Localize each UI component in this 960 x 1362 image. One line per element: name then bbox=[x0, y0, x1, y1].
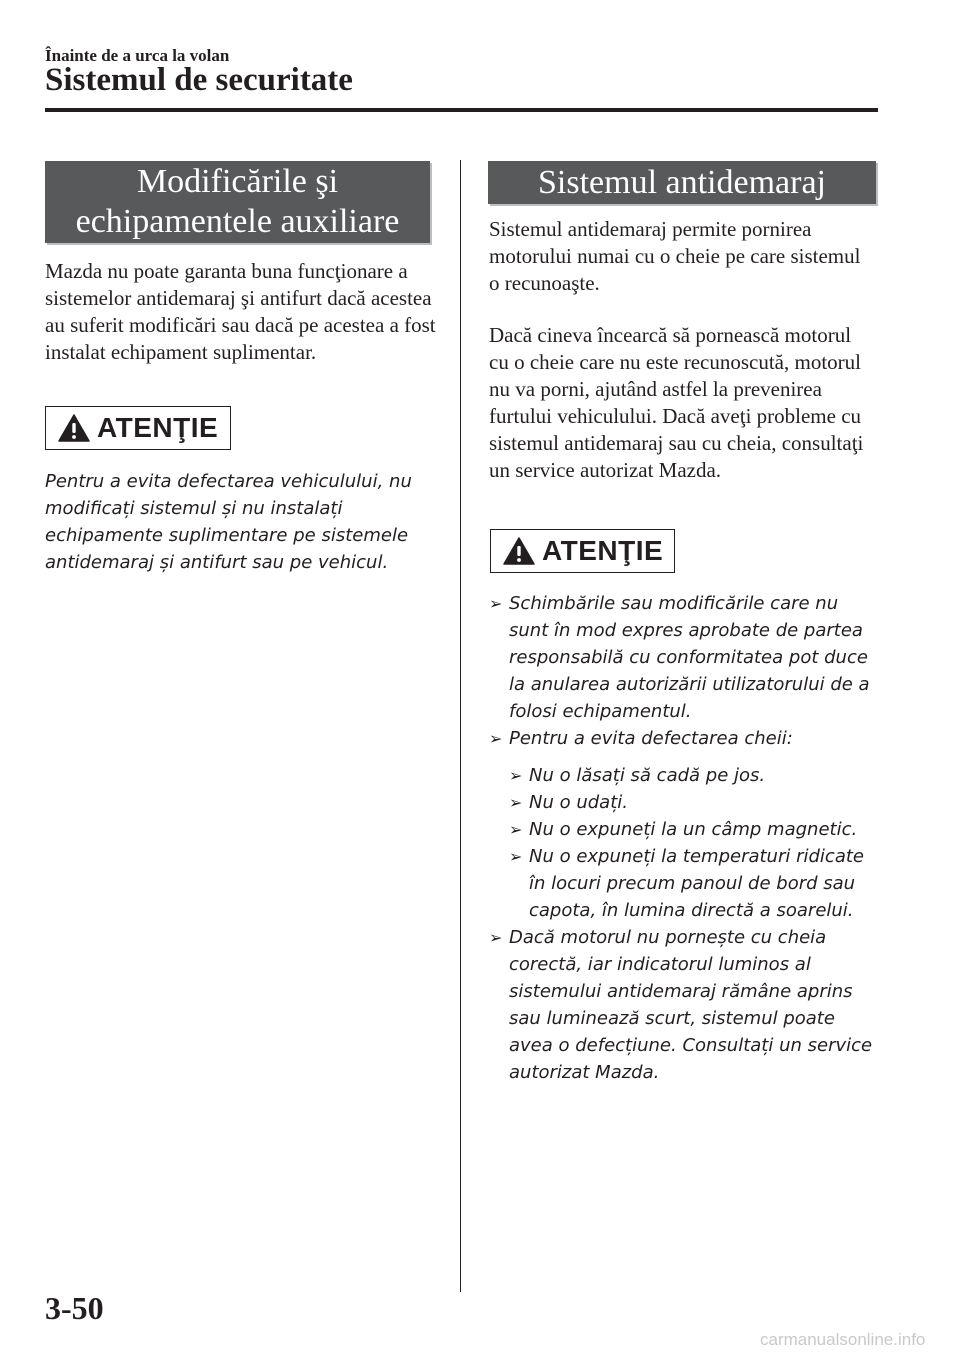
caution-list bbox=[489, 590, 879, 1086]
column-divider bbox=[460, 160, 461, 1292]
bullet-arrow-icon: ➢ bbox=[509, 820, 523, 839]
bullet-arrow-icon: ➢ bbox=[489, 594, 503, 613]
modifications-heading-line2: echipamentele auxiliare bbox=[75, 203, 400, 240]
bullet-arrow-icon: ➢ bbox=[489, 928, 503, 947]
sub-list-item bbox=[509, 816, 879, 843]
breadcrumb: Înainte de a urca la volan bbox=[45, 46, 230, 65]
bullet-arrow-icon: ➢ bbox=[489, 729, 503, 748]
caution-box-right bbox=[490, 529, 675, 573]
bullet-arrow-icon: ➢ bbox=[509, 766, 523, 785]
sub-list-item-text: Nu o expuneți la un câmp magnetic. bbox=[529, 819, 858, 840]
modifications-heading-line1: Modificările şi bbox=[136, 163, 339, 200]
sub-list-item bbox=[509, 843, 879, 924]
sub-list-item-text: Nu o lăsați să cadă pe jos. bbox=[529, 765, 766, 786]
immobilizer-paragraph-1: Sistemul antidemaraj permite pornirea motorului numai cu o cheie pe care sistemul o recunoaşte. bbox=[489, 217, 861, 295]
list-item-text: Pentru a evita defectarea cheii: bbox=[509, 728, 793, 749]
section-title: Sistemul de securitate bbox=[45, 62, 353, 98]
immobilizer-heading bbox=[488, 161, 876, 204]
immobilizer-paragraph-2: Dacă cineva încearcă să pornească motorul cu o cheie care nu este recunoscută, motorul nu va porni, ajutând astfel la prevenirea furtului vehiculului. Dacă aveţi probleme cu sistemul antidemaraj sau cu cheia, consultaţi un service autorizat Mazda. bbox=[489, 323, 864, 482]
sub-list-item bbox=[509, 789, 879, 816]
watermark: carmanualsonline.info bbox=[760, 1330, 926, 1349]
warning-triangle-icon bbox=[503, 537, 535, 565]
sub-list-item-text: Nu o udați. bbox=[529, 792, 628, 813]
list-item-text: Schimbările sau modificările care nu sunt în mod expres aprobate de partea responsabilă cu conformitatea pot duce la anularea autorizării utilizatorului de a folosi echipamentul. bbox=[509, 593, 870, 722]
modifications-heading bbox=[45, 161, 430, 243]
caution-label: ATENŢIE bbox=[97, 412, 219, 443]
caution-box-left bbox=[45, 406, 231, 450]
list-item bbox=[489, 725, 879, 924]
header-rule bbox=[45, 108, 878, 112]
immobilizer-heading-text: Sistemul antidemaraj bbox=[538, 163, 826, 201]
modifications-paragraph: Mazda nu poate garanta buna funcţionare a sistemelor antidemaraj şi antifurt dacă acestea au suferit modificări sau dacă pe acestea a fost instalat echipament suplimentar. bbox=[45, 259, 436, 364]
caution-label: ATENŢIE bbox=[542, 535, 664, 566]
warning-triangle-icon bbox=[58, 414, 90, 442]
list-item-text: Dacă motorul nu pornește cu cheia corectă, iar indicatorul luminos al sistemului antidemaraj rămâne aprins sau luminează scurt, sistemul poate avea o defecțiune. Consultați un service autorizat Mazda. bbox=[509, 927, 873, 1083]
list-item bbox=[489, 590, 879, 725]
sub-list-item bbox=[509, 762, 879, 789]
bullet-arrow-icon: ➢ bbox=[509, 793, 523, 812]
caution-text-left: Pentru a evita defectarea vehiculului, nu modificați sistemul și nu instalați echipamente suplimentare pe sistemele antidemaraj și antifurt sau pe vehicul. bbox=[45, 471, 412, 573]
sub-list-item-text: Nu o expuneți la temperaturi ridicate în locuri precum panoul de bord sau capota, în lumina directă a soarelui. bbox=[529, 846, 864, 921]
list-item bbox=[489, 924, 879, 1086]
key-care-sublist bbox=[509, 762, 879, 924]
bullet-arrow-icon: ➢ bbox=[509, 847, 523, 866]
page-number: 3-50 bbox=[45, 1290, 104, 1326]
